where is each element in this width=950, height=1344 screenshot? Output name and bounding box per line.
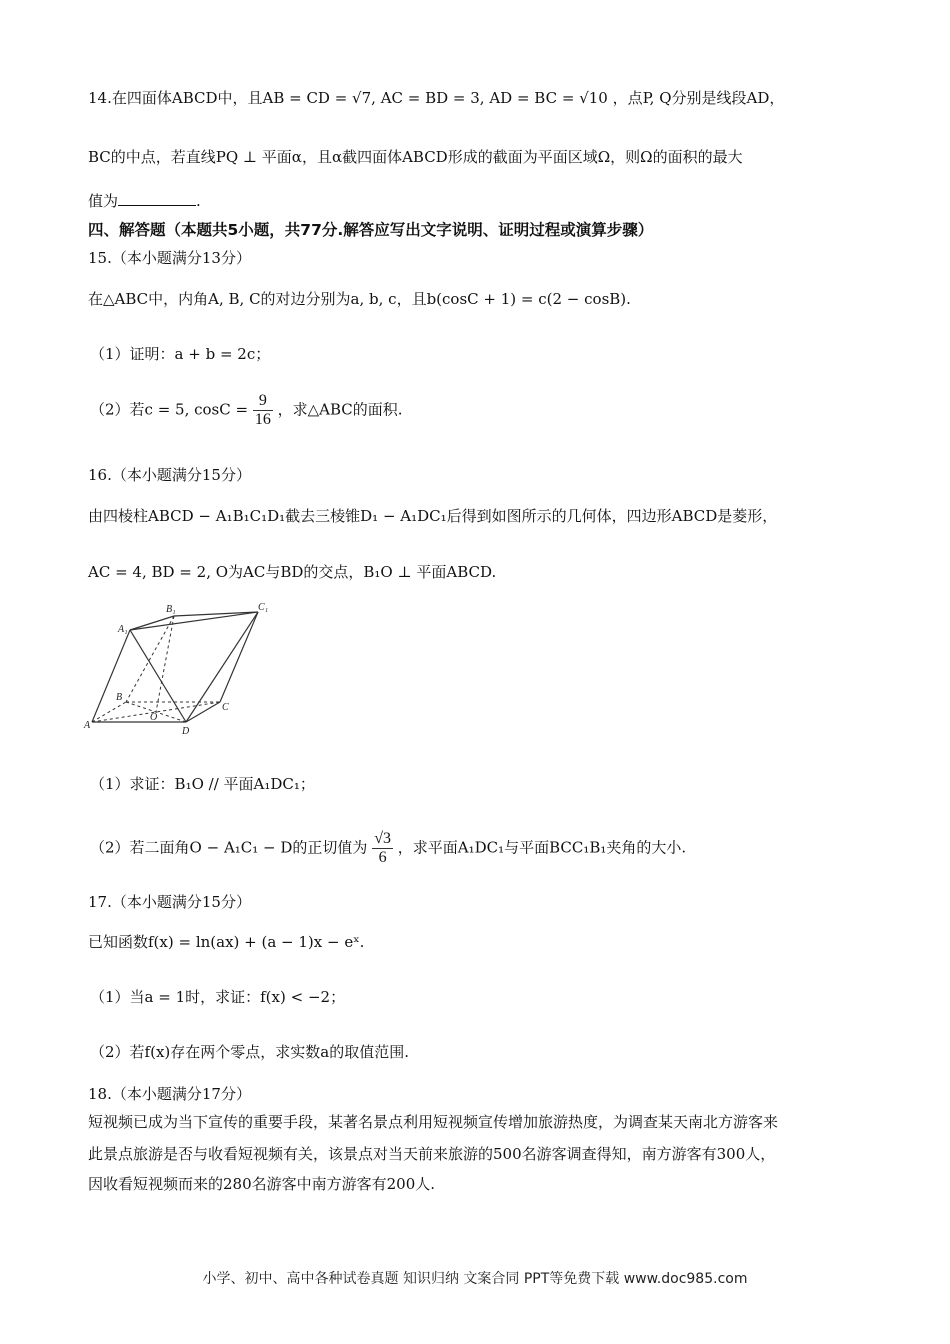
page-footer: 小学、初中、高中各种试卷真题 知识归纳 文案合同 PPT等免费下载 www.doc985.com (202, 1271, 748, 1287)
q14-line-3: 值为 . (88, 192, 201, 210)
edge-c1-c (220, 612, 258, 702)
q17-part-1: （1）当a = 1时，求证：f(x) < −2； (90, 988, 346, 1006)
q14-line-1: 14.在四面体ABCD中，且AB = CD = √7, AC = BD = 3, AD = BC = √10 ，点P, Q分别是线段AD， (88, 89, 785, 107)
q15-part-2-post: ，求△ABC的面积. (277, 400, 403, 419)
q15-part-1: （1）证明：a + b = 2c； (90, 345, 271, 363)
q15-part-2-pre: （2）若c = 5, cosC = (90, 400, 249, 419)
q15-header: 15.（本小题满分13分） (88, 249, 251, 267)
q18-line-3: 因收看短视频而来的280名游客中南方游客有200人. (88, 1175, 436, 1193)
q18-line-1: 短视频已成为当下宣传的重要手段，某著名景点利用短视频宣传增加旅游热度，为调查某天南北方游客来 (88, 1113, 779, 1131)
q16-stem-2: AC = 4, BD = 2, O为AC与BD的交点，B₁O ⊥ 平面ABCD. (88, 563, 497, 581)
q18-header: 18.（本小题满分17分） (88, 1085, 251, 1103)
label-b1: B₁ (166, 604, 176, 615)
label-d: D (182, 726, 190, 737)
edge-a1-a (92, 630, 130, 722)
q17-part-2: （2）若f(x)存在两个零点，求实数a的取值范围. (90, 1043, 409, 1061)
answer-blank (118, 191, 196, 206)
q16-geometry-figure (82, 602, 272, 738)
q16-part-2-pre: （2）若二面角O − A₁C₁ − D的正切值为 (90, 838, 368, 857)
label-a1: A₁ (118, 624, 128, 635)
q16-fraction (372, 830, 393, 867)
q14-line-2: BC的中点，若直线PQ ⊥ 平面α，且α截四面体ABCD形成的截面为平面区域Ω，则Ω的面积的最大 (88, 148, 743, 166)
q15-part-2 (88, 392, 862, 429)
q15-fraction (253, 392, 273, 429)
q17-header: 17.（本小题满分15分） (88, 893, 251, 911)
label-o: O (150, 712, 158, 723)
q16-part-1: （1）求证：B₁O // 平面A₁DC₁； (90, 775, 315, 793)
q15-stem: 在△ABC中，内角A, B, C的对边分别为a, b, c，且b(cosC + 1) = c(2 − cosB). (88, 290, 631, 308)
q15-fraction-denominator: 16 (254, 411, 271, 428)
q16-part-2 (88, 830, 862, 867)
q16-part-2-post: ，求平面A₁DC₁与平面BCC₁B₁夹角的大小. (397, 838, 687, 857)
section-4-title: 四、解答题（本题共5小题，共77分.解答应写出文字说明、证明过程或演算步骤） (88, 221, 654, 239)
q14-line-3-text: 值为 (88, 192, 119, 210)
q17-stem: 已知函数f(x) = ln(ax) + (a − 1)x − eˣ. (88, 933, 365, 951)
q18-line-2: 此景点旅游是否与收看短视频有关，该景点对当天前来旅游的500名游客调查得知，南方游客有300人， (88, 1145, 776, 1163)
q16-header: 16.（本小题满分15分） (88, 466, 251, 484)
q16-fraction-denominator: 6 (378, 849, 387, 866)
label-c1: C₁ (258, 602, 269, 613)
label-c: C (222, 702, 229, 713)
q16-fraction-numerator: √3 (374, 830, 391, 847)
label-b: B (116, 692, 123, 703)
q16-stem-1: 由四棱柱ABCD − A₁B₁C₁D₁截去三棱锥D₁ − A₁DC₁后得到如图所示的几何体，四边形ABCD是菱形， (88, 507, 778, 525)
q15-fraction-numerator: 9 (253, 392, 273, 411)
edge-a-b (92, 702, 126, 722)
edge-d-c (186, 702, 220, 722)
label-a: A (84, 720, 91, 731)
